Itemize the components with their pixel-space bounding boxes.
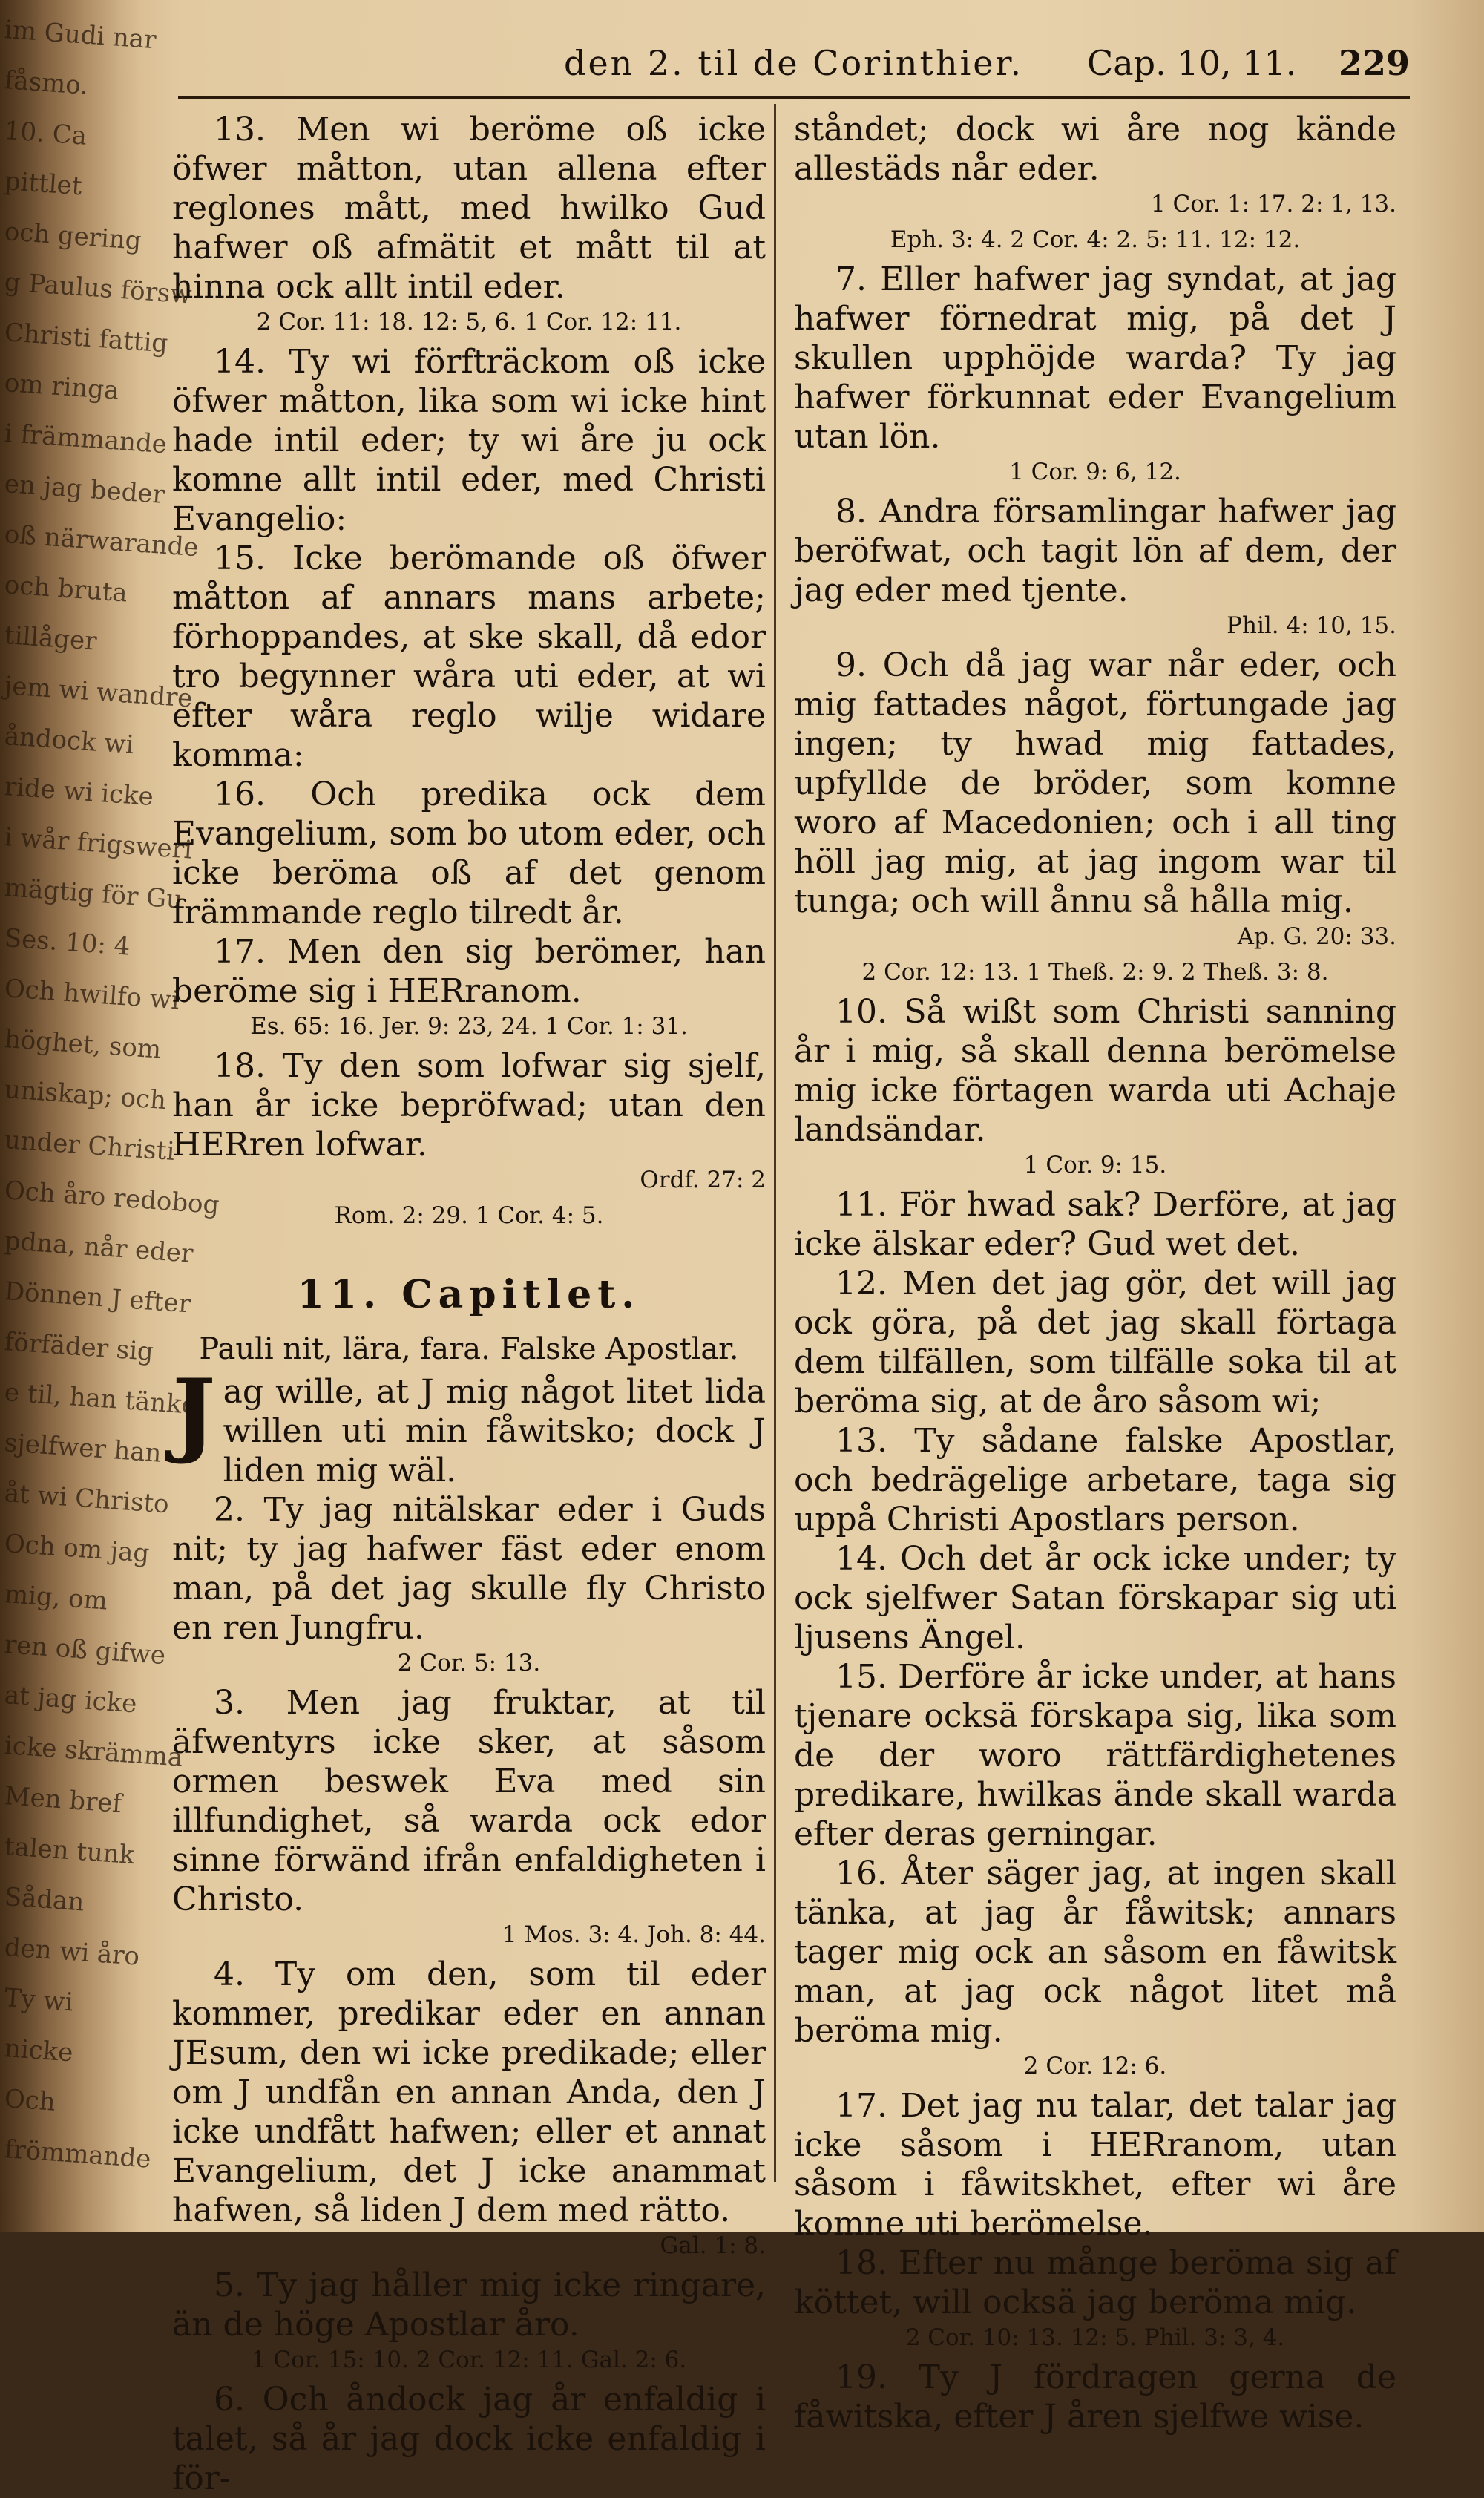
verse-text: Ty sådane falske Apostlar, och bedrägelige arbetare, taga sig uppå Christi Apostlars person. [794, 1422, 1396, 1538]
verse-number: 17. [835, 2087, 901, 2125]
verse-text: Men wi beröme oß icke öfwer måtton, utan allena efter reglones mått, med hwilko Gud hafwer oß afmätit et mått til at hinna ock allt intil eder. [172, 111, 766, 306]
gutter-text-line: g Paulus försw [3, 267, 193, 310]
verse-text: Ty den som lofwar sig sjelf, han år icke bepröfwad; utan den HERren lofwar. [172, 1047, 766, 1164]
cross-reference: 1 Mos. 3: 4. Joh. 8: 44. [502, 1921, 766, 1948]
verse-text: Och då jag war når eder, och mig fattades något, förtungade jag ingen; ty hwad mig fattades, upfyllde de bröder, som komne woro af Macedonien; och i all ting höll jag mig, at jag ingom war til tunga; och will ånnu så hålla mig. [794, 646, 1397, 920]
verse-text: Så wißt som Christi sanning år i mig, så skall denna berömelse mig icke förtagen warda uti Achaje landsändar. [794, 993, 1396, 1149]
verse [172, 775, 766, 932]
verse-text: Ty jag håller mig icke ringare, än de höge Apostlar åro. [172, 2266, 766, 2344]
gutter-text-line: ren oß gifwe [3, 1630, 167, 1671]
verse-number: 3. [214, 1684, 286, 1722]
chapter-summary: Pauli nit, lära, fara. Falske Apostlar. [199, 1332, 739, 1366]
gutter-text-line: oß närwarande [3, 519, 200, 563]
gutter-text-line: e til, han tänke [3, 1377, 198, 1421]
gutter-text-line: under Christi [3, 1125, 176, 1167]
gutter-text-line: den wi åro [3, 1932, 141, 1972]
cross-reference: Ordf. 27: 2 [640, 1167, 766, 1193]
gutter-text-line: Christi fattig [3, 318, 169, 359]
gutter-text-line: mägtig för Gu [3, 873, 184, 915]
gutter-text-line: om ringa [3, 368, 120, 406]
verse-number: 9. [835, 646, 883, 684]
verse-number: 13. [214, 111, 297, 148]
verse-text: Efter nu månge beröma sig af köttet, will ocksä jag beröma mig. [794, 2244, 1396, 2321]
verse-text: Ty jag nitälskar eder i Guds nit; ty jag hafwer fäst eder enom man, på det jag skulle fly Christo en ren Jungfru. [172, 1491, 766, 1647]
verse-number: 16. [835, 1855, 902, 1892]
running-header [178, 43, 1410, 95]
verse-text: Eller hafwer jag syndat, at jag hafwer förnedrat mig, på det J skullen upphöjde warda? Ty jag hafwer förkunnat eder Evangelium utan lön. [794, 260, 1397, 456]
gutter-text-line: Och [3, 2084, 57, 2117]
verse [172, 1683, 766, 1919]
verse-text: Andra församlingar hafwer jag beröfwat, och tagit lön af dem, der jag eder med tjente. [794, 493, 1396, 609]
verse [794, 2086, 1396, 2243]
cross-reference: Rom. 2: 29. 1 Cor. 4: 5. [334, 1202, 604, 1229]
right-column [794, 110, 1396, 2436]
cross-reference: Ap. G. 20: 33. [1237, 923, 1396, 950]
verse-text: Det jag nu talar, det talar jag icke såsom i HERranom, utan såsom i fåwitskhet, efter wi åre komne uti berömelse. [794, 2087, 1397, 2243]
gutter-text-line: åndock wi [3, 721, 135, 761]
verse-number: 18. [214, 1047, 283, 1085]
gutter-text-line: Och åro redobog [3, 1176, 220, 1221]
verse-number: 15. [214, 540, 292, 577]
gutter-text-line: Sådan [3, 1882, 85, 1918]
header-chapter-ref: Cap. 10, 11. [1087, 43, 1297, 83]
verse-number: 16. [214, 776, 311, 813]
gutter-text-line: Och hwilfo wi [3, 974, 181, 1016]
verse-text: Och det år ock icke under; ty ock sjelfwer Satan förskapar sig uti ljusens Ängel. [794, 1540, 1396, 1656]
verse-text: ag wille, at J mig något litet lida willen uti min fåwitsko; dock J liden mig wäl. [223, 1373, 766, 1489]
verse [794, 2243, 1396, 2322]
cross-reference: 1 Cor. 1: 17. 2: 1, 13. [1150, 191, 1396, 217]
verse-text: Ty om den, som til eder kommer, predikar eder en annan JEsum, den wi icke predikade; eller om J undfån en annan Anda, den J icke undfått hafwen; eller et annat Evangelium, det J icke anammat hafwen, så liden J dem med rätto. [172, 1956, 766, 2229]
verse-text: Men det jag gör, det will jag ock göra, på det jag skall förtaga dem tilfällen, som tilfälle soka til at beröma sig, at de åro såsom wi; [794, 1265, 1396, 1420]
left-column [172, 110, 766, 2498]
gutter-text-line: tillåger [3, 620, 98, 657]
verse-text: Och predika ock dem Evangelium, som bo utom eder, och icke beröma oß af det genom främmande reglo tilredt år. [172, 776, 766, 931]
verse [794, 1421, 1396, 1539]
verse-number: 11. [835, 1186, 899, 1224]
cross-reference: Eph. 3: 4. 2 Cor. 4: 2. 5: 11. 12: 12. [890, 226, 1301, 253]
gutter-text-line: talen tunk [3, 1832, 136, 1871]
verse-number: 18. [835, 2244, 899, 2282]
verse [794, 492, 1396, 610]
cross-reference: 2 Cor. 11: 18. 12: 5, 6. 1 Cor. 12: 11. [256, 309, 682, 335]
gutter-text-line: och gering [3, 217, 142, 256]
verse-text: Ty wi förfträckom oß icke öfwer måtton, lika som wi icke hint hade intil eder; ty wi åre ju ock komne allt intil eder, med Christi Evangelio: [172, 343, 766, 538]
verse-number: 14. [214, 343, 289, 381]
cross-reference: Phil. 4: 10, 15. [1227, 612, 1396, 639]
cross-reference: 2 Cor. 12: 13. 1 Theß. 2: 9. 2 Theß. 3: 8. [861, 959, 1329, 986]
verse-number: 17. [214, 933, 287, 971]
gutter-text-line: ride wi icke [3, 772, 155, 812]
verse-number: 7. [835, 260, 881, 298]
verse [794, 2358, 1396, 2436]
gutter-text-line: 10. Ca [3, 116, 88, 151]
gutter-text-line: åt wi Christo [3, 1478, 171, 1520]
verse-number: 19. [835, 2358, 919, 2396]
facing-page-gutter [0, 0, 220, 2232]
verse-text: Åter säger jag, at ingen skall tänka, at jag år fåwitsk; annars tager mig ock an såsom en fåwitsk man, at jag ock något litet må beröma mig. [794, 1855, 1396, 2050]
cross-reference: 1 Cor. 15: 10. 2 Cor. 12: 11. Gal. 2: 6. [251, 2347, 687, 2373]
first-verse [172, 1360, 766, 1490]
verse-number: 4. [214, 1956, 275, 1993]
verse-text: Ty J fördragen gerna de fåwitska, efter J åren sjelfwe wise. [794, 2358, 1396, 2436]
verse [794, 1657, 1396, 1854]
verse [172, 932, 766, 1011]
verse [172, 342, 766, 539]
gutter-text-line: i främmande [3, 419, 168, 460]
verse-number: 14. [835, 1540, 901, 1578]
header-title: den 2. til de Corinthier. [564, 43, 1024, 83]
verse-number: 6. [214, 2381, 263, 2419]
verse [794, 1185, 1396, 1264]
verse [794, 646, 1396, 921]
gutter-text-line: icke skrämma [3, 1731, 184, 1773]
verse [172, 1490, 766, 1648]
verse [794, 260, 1396, 456]
verse-text: Men den sig berömer, han beröme sig i HERranom. [172, 933, 766, 1010]
verse [794, 992, 1396, 1150]
gutter-text-line: och bruta [3, 570, 129, 609]
verse-text: Derföre år icke under, at hans tjenare ocksä förskapa sig, lika som de der woro rättfärdighetenes predikare, hwilkas ände skall warda efter deras gerningar. [794, 1658, 1396, 1853]
verse [172, 539, 766, 775]
verse-text: Icke berömande oß öfwer måtton af annars mans arbete; förhoppandes, at ske skall, då edor tro begynner wåra uti eder, at wi efter wåra reglo wilje widare komma: [172, 540, 766, 774]
drop-cap: J [172, 1360, 216, 1467]
verse-number: 2. [214, 1491, 264, 1529]
page-number: 229 [1338, 43, 1410, 83]
verse-number: 12. [835, 1265, 903, 1302]
gutter-text-line: at jag icke [3, 1680, 138, 1720]
gutter-text-line: Ses. 10: 4 [3, 923, 131, 962]
gutter-text-line: Ty wi [3, 1983, 74, 2018]
gutter-text-line: uniskap; och [3, 1075, 168, 1116]
chapter-heading: 11. Capitlet. [297, 1272, 641, 1317]
cross-reference: 1 Cor. 9: 15. [1023, 1152, 1167, 1178]
gutter-text-line: jem wi wandre [3, 671, 194, 714]
verse-number: 10. [835, 993, 904, 1031]
verse-number: 8. [835, 493, 880, 531]
verse [172, 1955, 766, 2230]
cross-reference: Gal. 1: 8. [660, 2232, 766, 2259]
gutter-text-line: nicke [3, 2033, 74, 2068]
verse-number: 13. [835, 1422, 915, 1460]
cross-reference: 2 Cor. 10: 13. 12: 5. Phil. 3: 3, 4. [905, 2324, 1285, 2351]
gutter-text-line: Dönnen J efter [3, 1276, 192, 1320]
gutter-text-line: Men bref [3, 1781, 123, 1819]
verse-number: 15. [835, 1658, 899, 1696]
gutter-text-line: pittlet [3, 166, 83, 202]
verse [172, 1046, 766, 1164]
gutter-text-line: Och om jag [3, 1529, 151, 1569]
header-rule [178, 96, 1410, 99]
gutter-text-line: sjelfwer han [3, 1428, 162, 1469]
gutter-text-line: mig, om [3, 1579, 109, 1616]
verse-text: För hwad sak? Derföre, at jag icke älskar eder? Gud wet det. [794, 1186, 1396, 1263]
gutter-text-line: i wår frigsweri [3, 822, 194, 865]
verse [172, 2380, 766, 2498]
verse-continuation: ståndet; dock wi åre nog kände allestäds når eder. [794, 111, 1396, 188]
verse [172, 2266, 766, 2344]
gutter-text-line: förfäder sig [3, 1327, 155, 1367]
verse [172, 110, 766, 306]
gutter-text-line: en jag beder [3, 469, 166, 511]
gutter-text-line: frömmande [3, 2134, 152, 2174]
column-divider [774, 104, 776, 2182]
gutter-text-line: im Gudi nar [3, 15, 157, 56]
verse [794, 1539, 1396, 1657]
cross-reference: Es. 65: 16. Jer. 9: 23, 24. 1 Cor. 1: 31. [250, 1013, 688, 1040]
gutter-text-line: pdna, når eder [3, 1226, 194, 1269]
cross-reference: 2 Cor. 12: 6. [1023, 2053, 1167, 2079]
gutter-text-line: fåsmo. [3, 65, 90, 101]
verse-text: Men jag fruktar, at til äfwentyrs icke sker, at såsom ormen beswek Eva med sin illfundighet, så warda ock edor sinne förwänd ifrån enfaldigheten i Christo. [172, 1684, 766, 1918]
verse-number: 5. [214, 2266, 257, 2304]
cross-reference: 1 Cor. 9: 6, 12. [1009, 459, 1181, 485]
verse [794, 1854, 1396, 2050]
verse [794, 1264, 1396, 1421]
verse-text: Och åndock jag år enfaldig i talet, så år jag dock icke enfaldig i för- [172, 2381, 766, 2497]
gutter-text-line: höghet, som [3, 1024, 162, 1065]
cross-reference: 2 Cor. 5: 13. [397, 1650, 541, 1676]
